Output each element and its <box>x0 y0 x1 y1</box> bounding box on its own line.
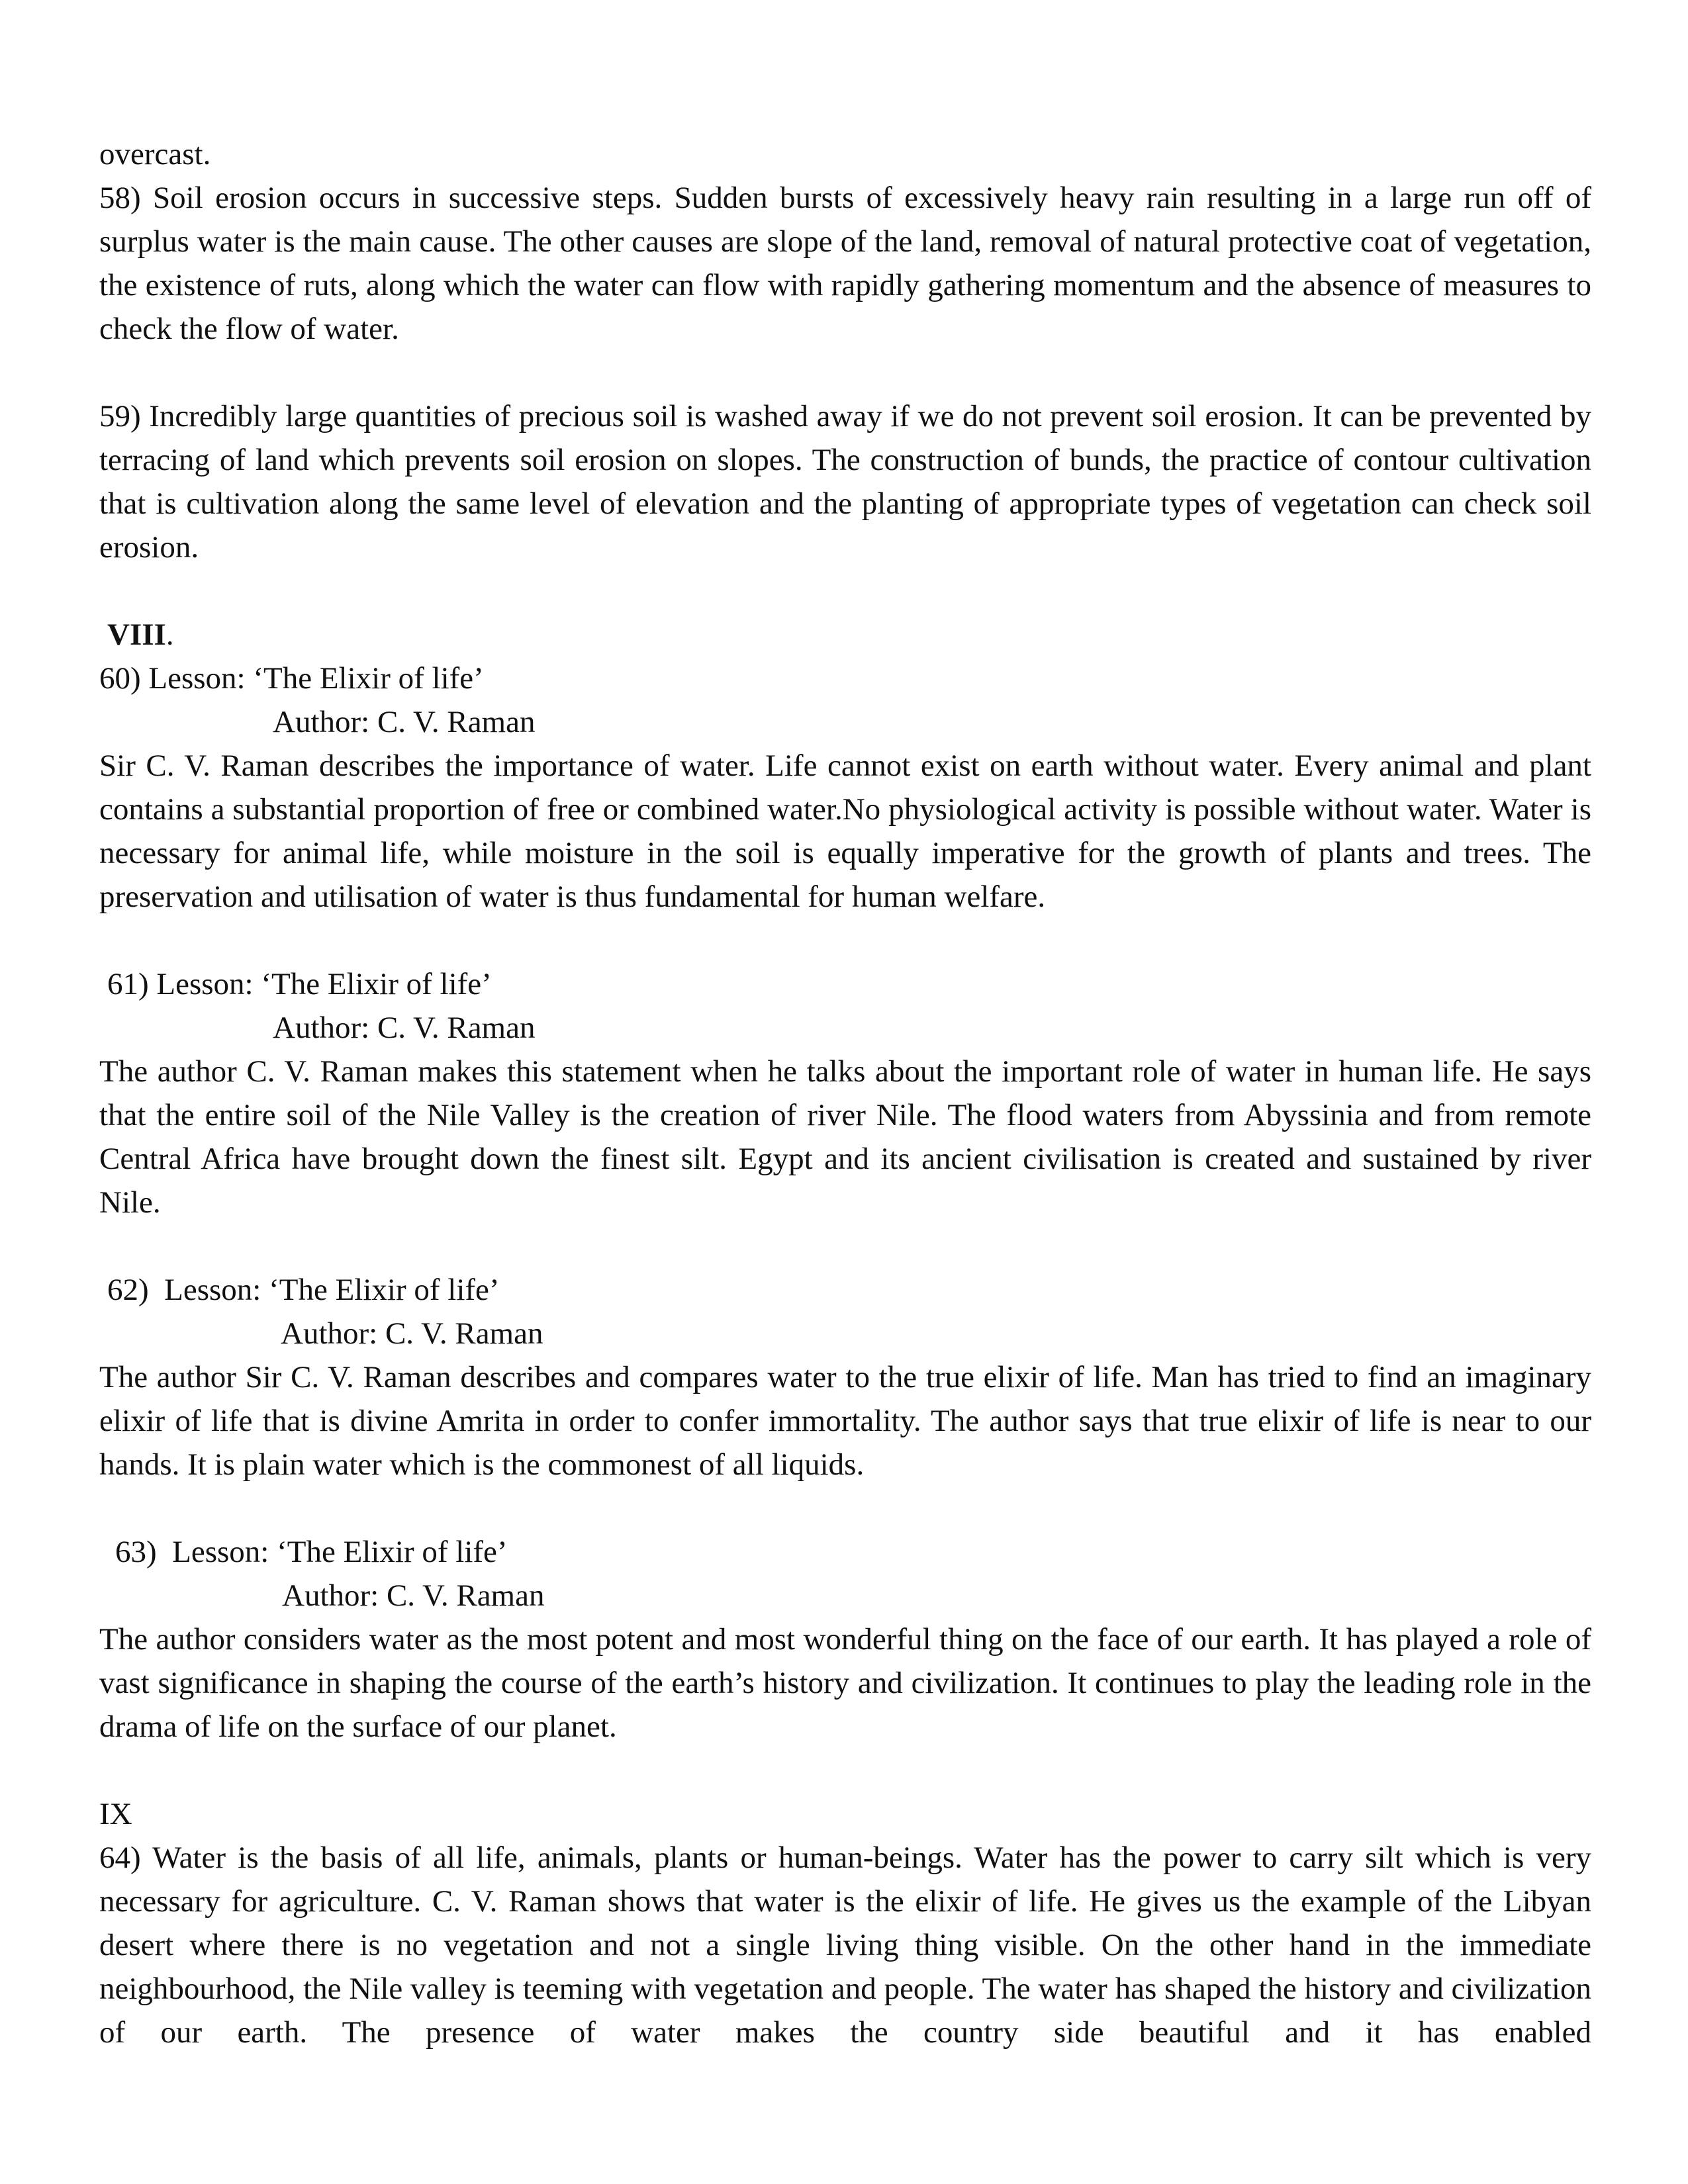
paragraph-gap <box>99 919 1591 962</box>
answer-62-author: Author: C. V. Raman <box>281 1316 543 1351</box>
section-numeral: VIII <box>107 617 166 652</box>
carry-over-text: overcast. <box>99 137 211 171</box>
paragraph-gap <box>99 569 1591 613</box>
paragraph-gap <box>99 1749 1591 1792</box>
answer-59: 59) Incredibly large quantities of precious soil is washed away if we do not prevent soil erosion. It can be prevented by terracing of land which prevents soil erosion on slopes. The construction of bunds, the practice of contour cultivation that is cultivation along the same level of elevation and the planting of appropriate types of vegetation can check soil erosion. <box>99 399 1591 565</box>
answer-58: 58) Soil erosion occurs in successive steps. Sudden bursts of excessively heavy rain resulting in a large run off of surplus water is the main cause. The other causes are slope of the land, removal of natural protective coat of vegetation, the existence of ruts, along which the water can flow with rapidly gathering momentum and the absence of measures to check the flow of water. <box>99 181 1591 346</box>
document-page <box>99 132 1591 2054</box>
paragraph-gap <box>99 351 1591 394</box>
answer-63: The author considers water as the most potent and most wonderful thing on the face of our earth. It has played a role of vast significance in shaping the course of the earth’s history and civilization. It continues to play the leading role in the drama of life on the surface of our planet. <box>99 1622 1591 1744</box>
answer-62-lesson: 62) Lesson: ‘The Elixir of life’ <box>107 1273 500 1307</box>
section-heading-ix: IX <box>99 1797 132 1831</box>
paragraph-gap <box>99 1486 1591 1530</box>
answer-64: 64) Water is the basis of all life, animals, plants or human-beings. Water has the power to carry silt which is very necessary for agriculture. C. V. Raman shows that water is the elixir of life. He gives us the example of the Libyan desert where there is no vegetation and not a single living thing visible. On the other hand in the immediate neighbourhood, the Nile valley is teeming with vegetation and people. The water has shaped the history and civilization of our earth. The presence of water makes the country side beautiful and it has enabled <box>99 1841 1591 2050</box>
paragraph-gap <box>99 1224 1591 1268</box>
section-dot: . <box>165 617 174 652</box>
answer-61-lesson: 61) Lesson: ‘The Elixir of life’ <box>107 967 492 1001</box>
answer-62: The author Sir C. V. Raman describes and compares water to the true elixir of life. Man has tried to find an imaginary elixir of life that is divine Amrita in order to confer immortality. The author says that true elixir of life is near to our hands. It is plain water which is the commonest of all liquids. <box>99 1360 1591 1482</box>
answer-60-author: Author: C. V. Raman <box>273 705 536 739</box>
answer-60: Sir C. V. Raman describes the importance of water. Life cannot exist on earth without water. Every animal and plant contains a substantial proportion of free or combined water.No physiological activity is possible without water. Water is necessary for animal life, while moisture in the soil is equally imperative for the growth of plants and trees. The preservation and utilisation of water is thus fundamental for human welfare. <box>99 749 1591 914</box>
answer-60-lesson: 60) Lesson: ‘The Elixir of life’ <box>99 661 484 696</box>
answer-63-lesson: 63) Lesson: ‘The Elixir of life’ <box>115 1535 508 1569</box>
answer-61: The author C. V. Raman makes this statement when he talks about the important role of water in human life. He says that the entire soil of the Nile Valley is the creation of river Nile. The flood waters from Abyssinia and from remote Central Africa have brought down the finest silt. Egypt and its ancient civilisation is created and sustained by river Nile. <box>99 1054 1591 1220</box>
answer-61-author: Author: C. V. Raman <box>273 1011 536 1045</box>
answer-63-author: Author: C. V. Raman <box>282 1578 545 1613</box>
section-heading-viii <box>99 613 1591 657</box>
